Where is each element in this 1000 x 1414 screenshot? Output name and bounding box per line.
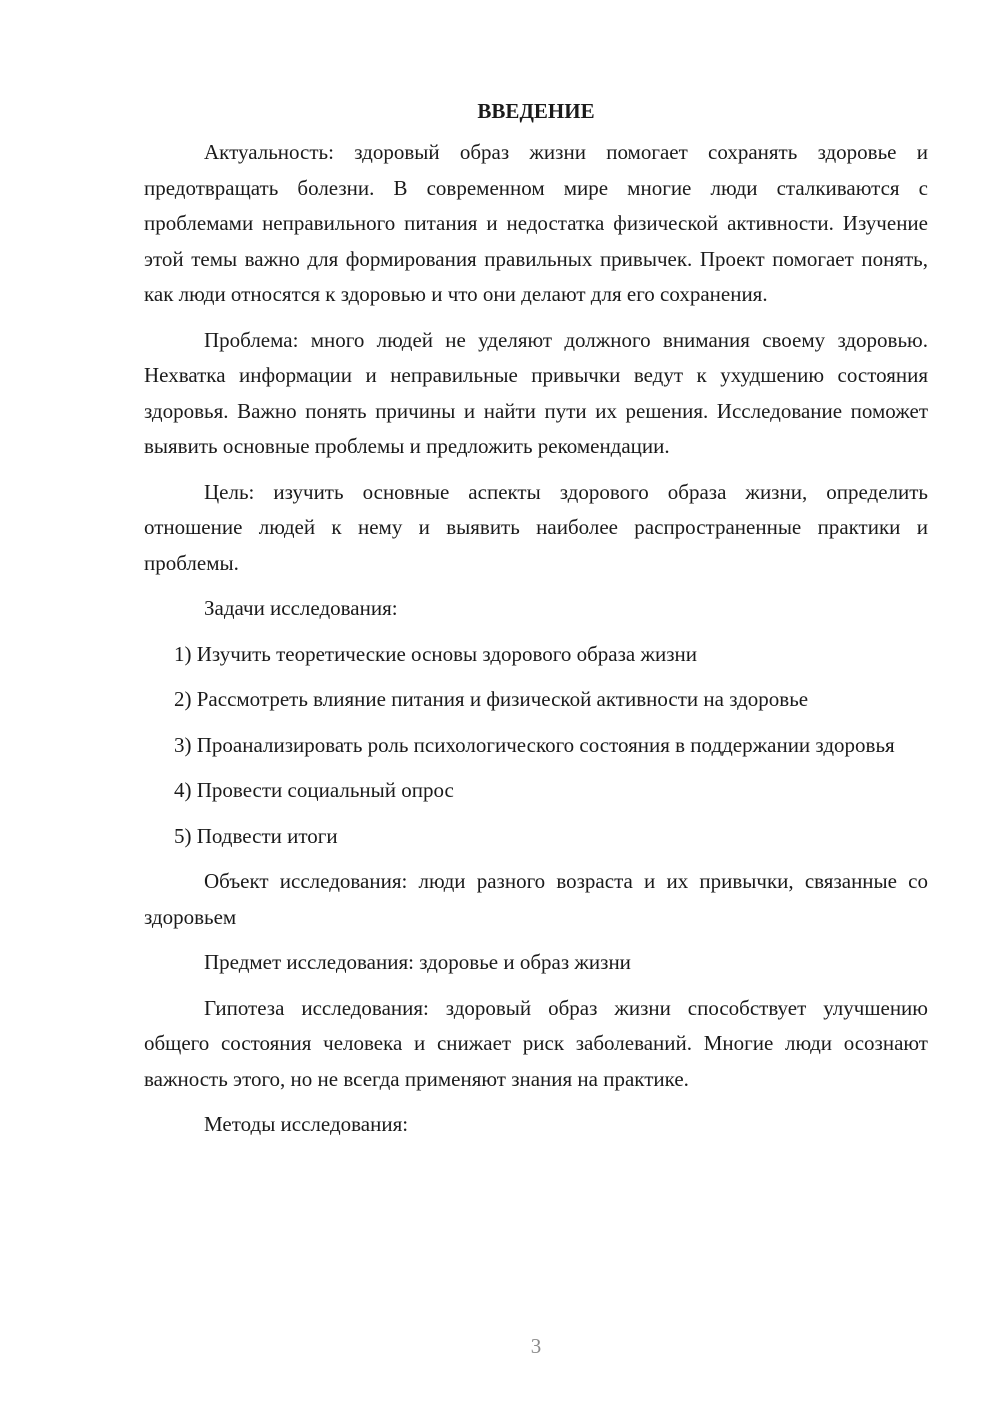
subject-paragraph: Предмет исследования: здоровье и образ жизни [204,950,631,974]
page-number: 3 [530,1334,542,1358]
document-body [144,96,928,1153]
goal-paragraph: Цель: изучить основные аспекты здорового образа жизни, определить отношение людей к нему и выявить наиболее распространенные практики и проблемы. [144,479,928,575]
list-item: 4) Провести социальный опрос [174,778,454,802]
hypothesis-paragraph: Гипотеза исследования: здоровый образ жизни способствует улучшению общего состояния человека и снижает риск заболеваний. Многие люди осознают важность этого, но не всегда применяют знания на практике. [144,995,928,1091]
page-title: ВВЕДЕНИЕ [477,99,595,123]
list-item: 5) Подвести итоги [174,823,338,848]
list-item: 3) Проанализировать роль психологического состояния в поддержании здоровья [174,732,895,757]
tasks-heading: Задачи исследования: [204,596,398,620]
list-item: 2) Рассмотреть влияние питания и физической активности на здоровье [174,687,809,711]
object-paragraph: Объект исследования: люди разного возраста и их привычки, связанные со здоровьем [144,869,928,929]
list-item: 1) Изучить теоретические основы здорового образа жизни [174,641,698,666]
methods-heading: Методы исследования: [204,1112,409,1136]
relevance-paragraph: Актуальность: здоровый образ жизни помогает сохранять здоровье и предотвращать болезни. В современном мире многие люди сталкиваются с проблемами неправильного питания и недостатка физической активности. Изучение этой темы важно для формирования правильных привычек. Проект помогает понять, как люди относятся к здоровью и что они делают для его сохранения. [144,140,928,306]
problem-paragraph: Проблема: много людей не уделяют должного внимания своему здоровью. Нехватка информации и неправильные привычки ведут к ухудшению состояния здоровья. Важно понять причины и найти пути их решения. Исследование поможет выявить основные проблемы и предложить рекомендации. [144,327,928,458]
